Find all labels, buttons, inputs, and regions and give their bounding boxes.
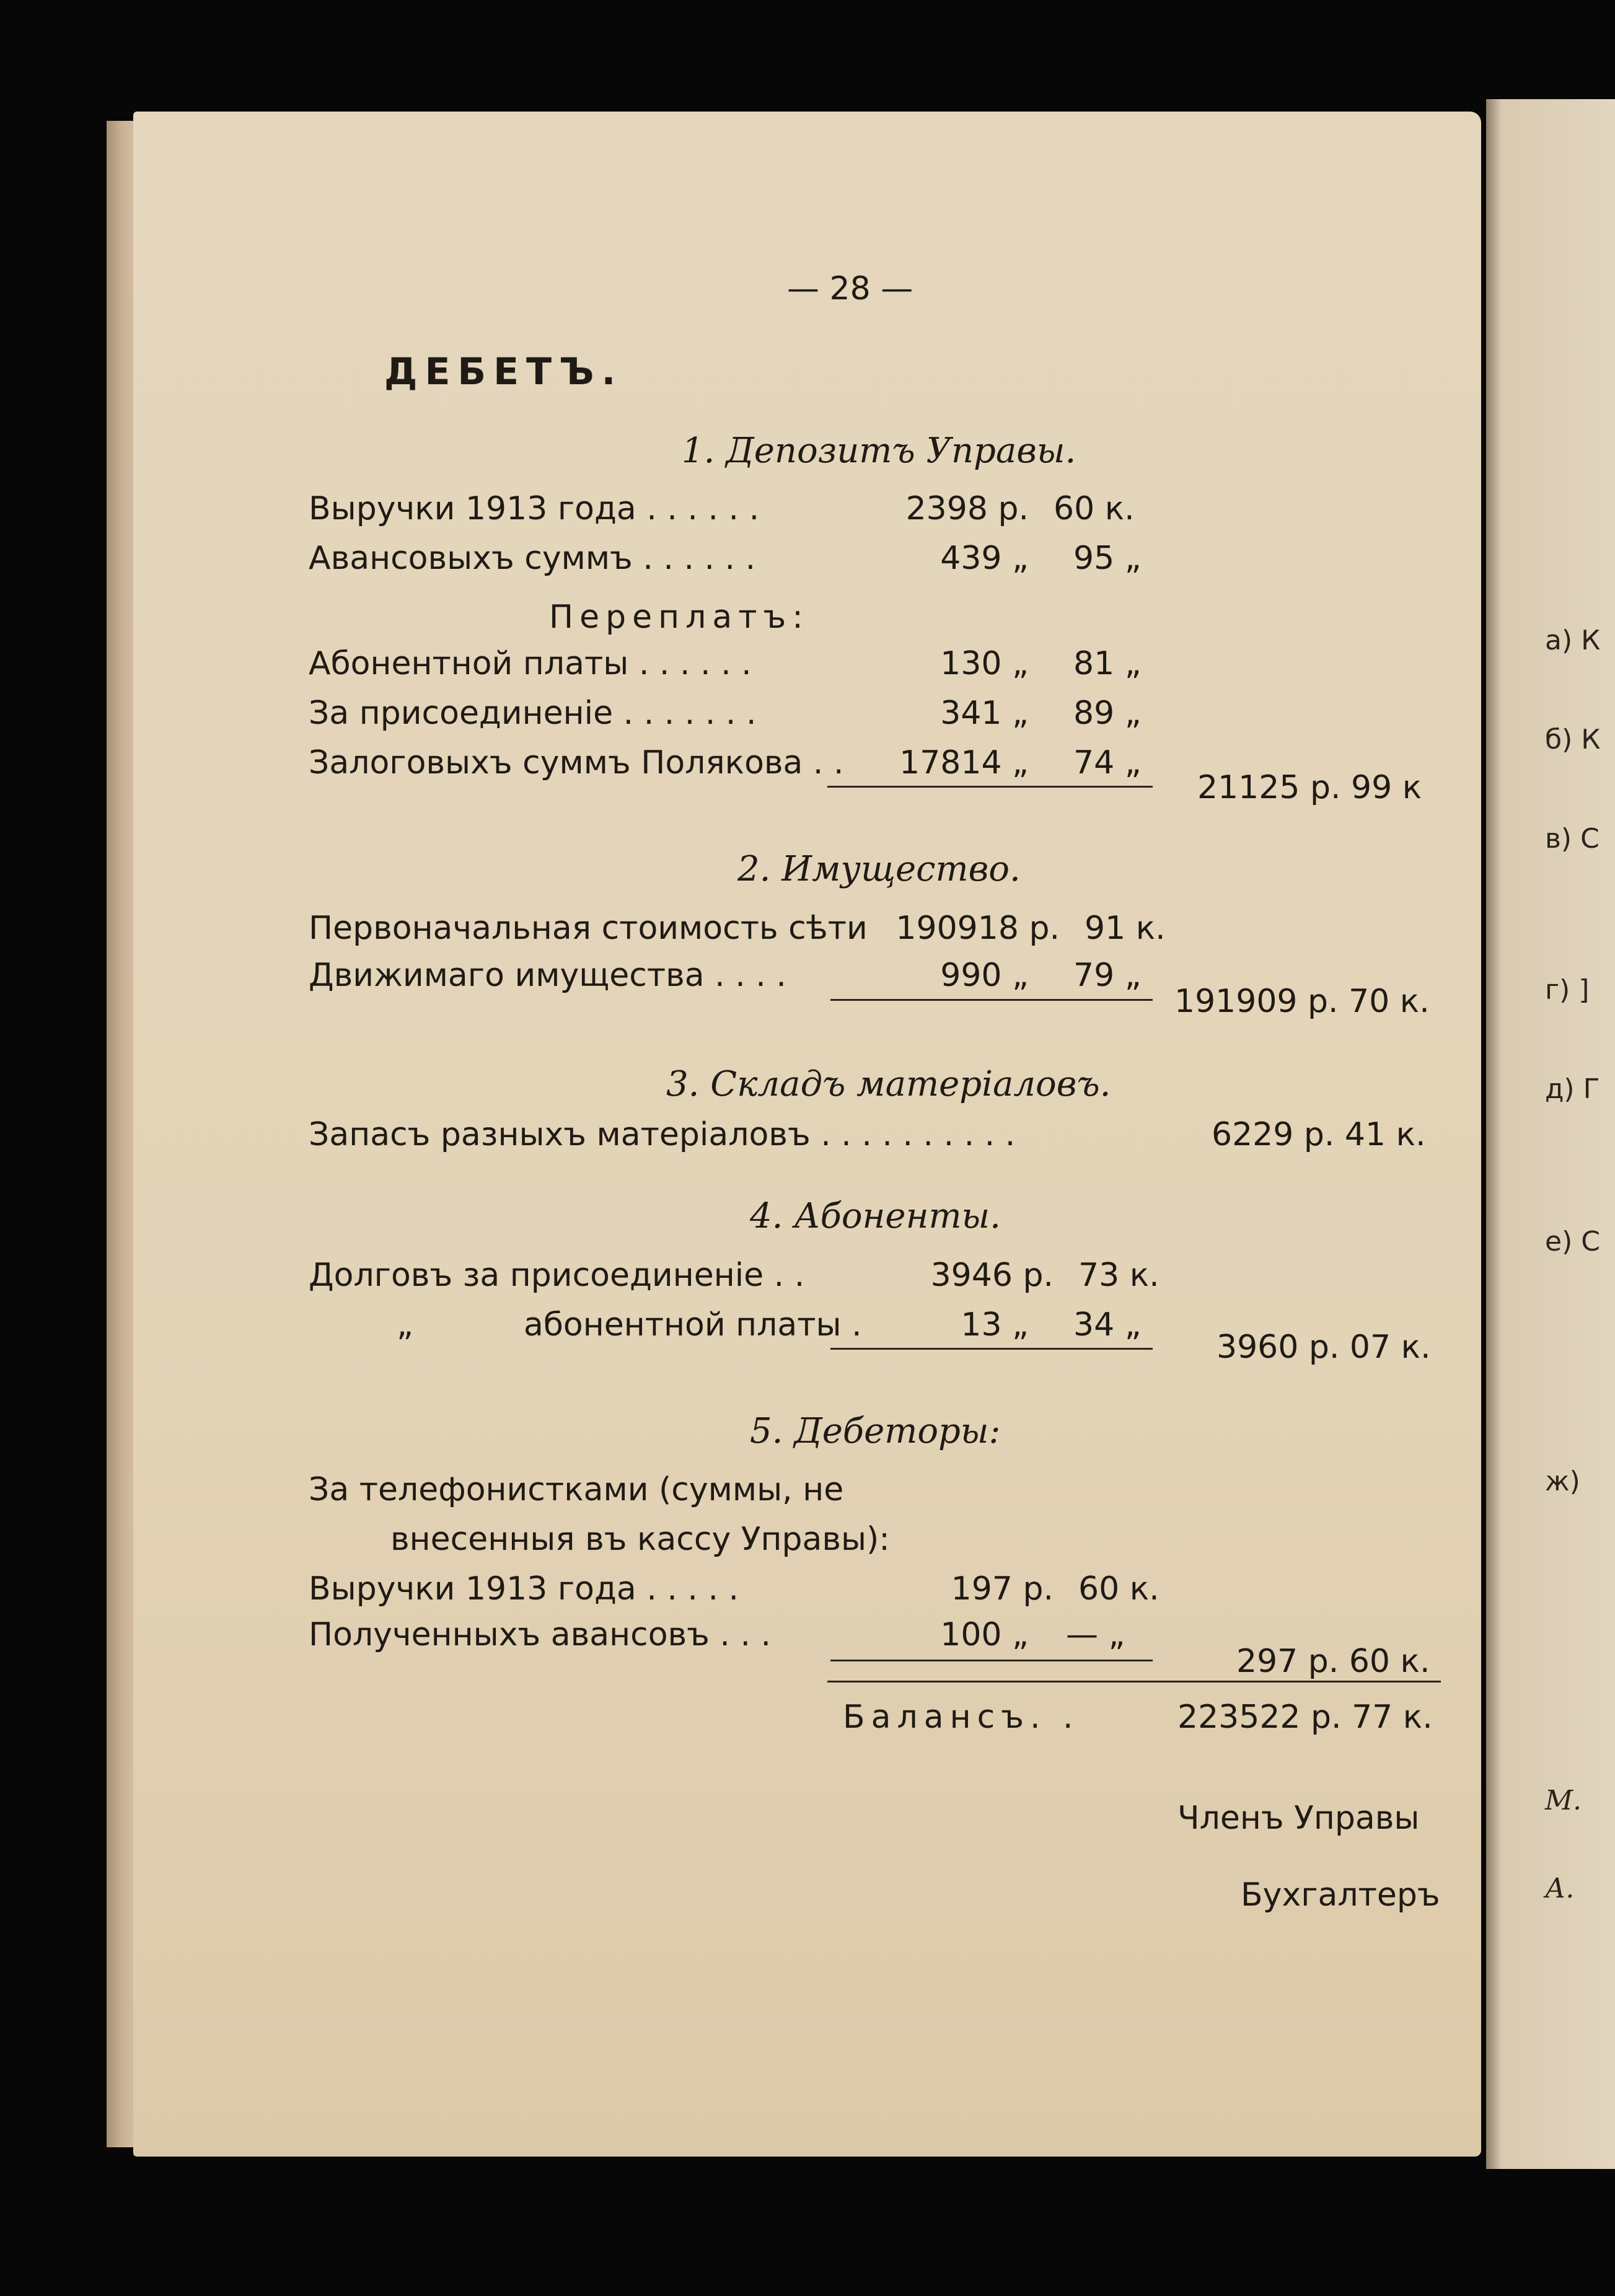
row-kop: 79 „ <box>1073 957 1142 994</box>
row-label: Залоговыхъ суммъ Полякова . . <box>309 744 844 781</box>
sum-rule <box>830 1660 1153 1661</box>
row-label: За присоединеніе . . . . . . . <box>309 695 757 732</box>
row-kop: 91 к. <box>1085 910 1166 947</box>
section-title: 5. Дебеторы: <box>750 1411 1001 1451</box>
row-kop: 81 „ <box>1073 645 1142 682</box>
row-kop: 95 „ <box>1073 540 1142 577</box>
balance-label: Балансъ. . <box>843 1699 1080 1736</box>
row-label: Полученныхъ авансовъ . . . <box>309 1616 772 1653</box>
facing-letter: б) К <box>1545 724 1601 755</box>
signature-accountant: Бухгалтеръ <box>1241 1876 1440 1914</box>
section-title: 1. Депозитъ Управы. <box>682 431 1076 471</box>
section-title: 2. Имущество. <box>737 849 1021 889</box>
section-total: 297 р. 60 к. <box>1236 1643 1430 1680</box>
sum-rule <box>830 999 1153 1001</box>
row-label: Долговъ за присоединеніе . . <box>309 1257 805 1294</box>
row-rub: 197 р. <box>951 1570 1054 1608</box>
row-rub: 130 „ <box>940 645 1029 682</box>
page-heading: ДЕБЕТЪ. <box>384 350 623 394</box>
row-kop: 60 к. <box>1054 490 1135 527</box>
signature-member: Членъ Управы <box>1177 1800 1420 1837</box>
row-kop: 74 „ <box>1073 744 1142 781</box>
section-title: 3. Складъ матеріаловъ. <box>666 1064 1111 1104</box>
row-rub: 100 „ <box>940 1616 1029 1653</box>
row-rub: 2398 р. <box>905 490 1029 527</box>
row-label: Выручки 1913 года . . . . . . <box>309 490 760 527</box>
balance-value: 223522 р. 77 к. <box>1177 1699 1433 1736</box>
facing-letter: д) Г <box>1545 1073 1600 1105</box>
row-kop: — „ <box>1066 1616 1125 1653</box>
section-total: 3960 р. 07 к. <box>1217 1329 1431 1366</box>
row-kop: 73 к. <box>1078 1257 1160 1294</box>
grand-total-rule <box>827 1681 1441 1682</box>
facing-letter: ж) <box>1545 1466 1580 1497</box>
row-label: Запасъ разныхъ матеріаловъ . . . . . . . . . . <box>309 1116 1016 1153</box>
row-rub: 3946 р. <box>930 1257 1054 1294</box>
row-kop: 60 к. <box>1078 1570 1160 1608</box>
row-rub: 190918 р. <box>896 910 1060 947</box>
facing-letter: е) С <box>1545 1226 1600 1257</box>
section-total: 6229 р. 41 к. <box>1212 1116 1426 1153</box>
row-rub: 341 „ <box>940 695 1029 732</box>
facing-letter: г) ] <box>1545 974 1590 1006</box>
section-title: 4. Абоненты. <box>750 1196 1001 1236</box>
subheading: Переплатъ: <box>549 599 809 636</box>
row-kop: 89 „ <box>1073 695 1142 732</box>
sum-rule <box>827 786 1153 788</box>
facing-letter: а) К <box>1545 625 1601 656</box>
text-line: внесенныя въ кассу Управы): <box>390 1521 890 1558</box>
row-label: Абонентной платы . . . . . . <box>309 645 752 682</box>
sum-rule <box>830 1348 1153 1350</box>
text-line: За телефонистками (суммы, не <box>309 1471 844 1508</box>
row-label: Выручки 1913 года . . . . . <box>309 1570 739 1608</box>
row-rub: 17814 „ <box>899 744 1029 781</box>
facing-initial: А. <box>1545 1873 1575 1904</box>
row-rub: 13 „ <box>961 1306 1029 1344</box>
row-label: Движимаго имущества . . . . <box>309 957 786 994</box>
row-label: Первоначальная стоимость сѣти <box>309 910 868 947</box>
row-label: абонентной платы . <box>524 1306 862 1344</box>
section-total: 191909 р. 70 к. <box>1174 983 1430 1020</box>
section-total: 21125 р. 99 к <box>1197 769 1422 806</box>
facing-page <box>1486 99 1615 2169</box>
facing-letter: в) С <box>1545 823 1600 855</box>
row-rub: 990 „ <box>940 957 1029 994</box>
row-rub: 439 „ <box>940 540 1029 577</box>
page-number: — 28 — <box>787 270 913 307</box>
row-label: Авансовыхъ суммъ . . . . . . <box>309 540 756 577</box>
ditto-mark: „ <box>397 1306 413 1344</box>
row-kop: 34 „ <box>1073 1306 1142 1344</box>
facing-initial: М. <box>1545 1785 1582 1816</box>
